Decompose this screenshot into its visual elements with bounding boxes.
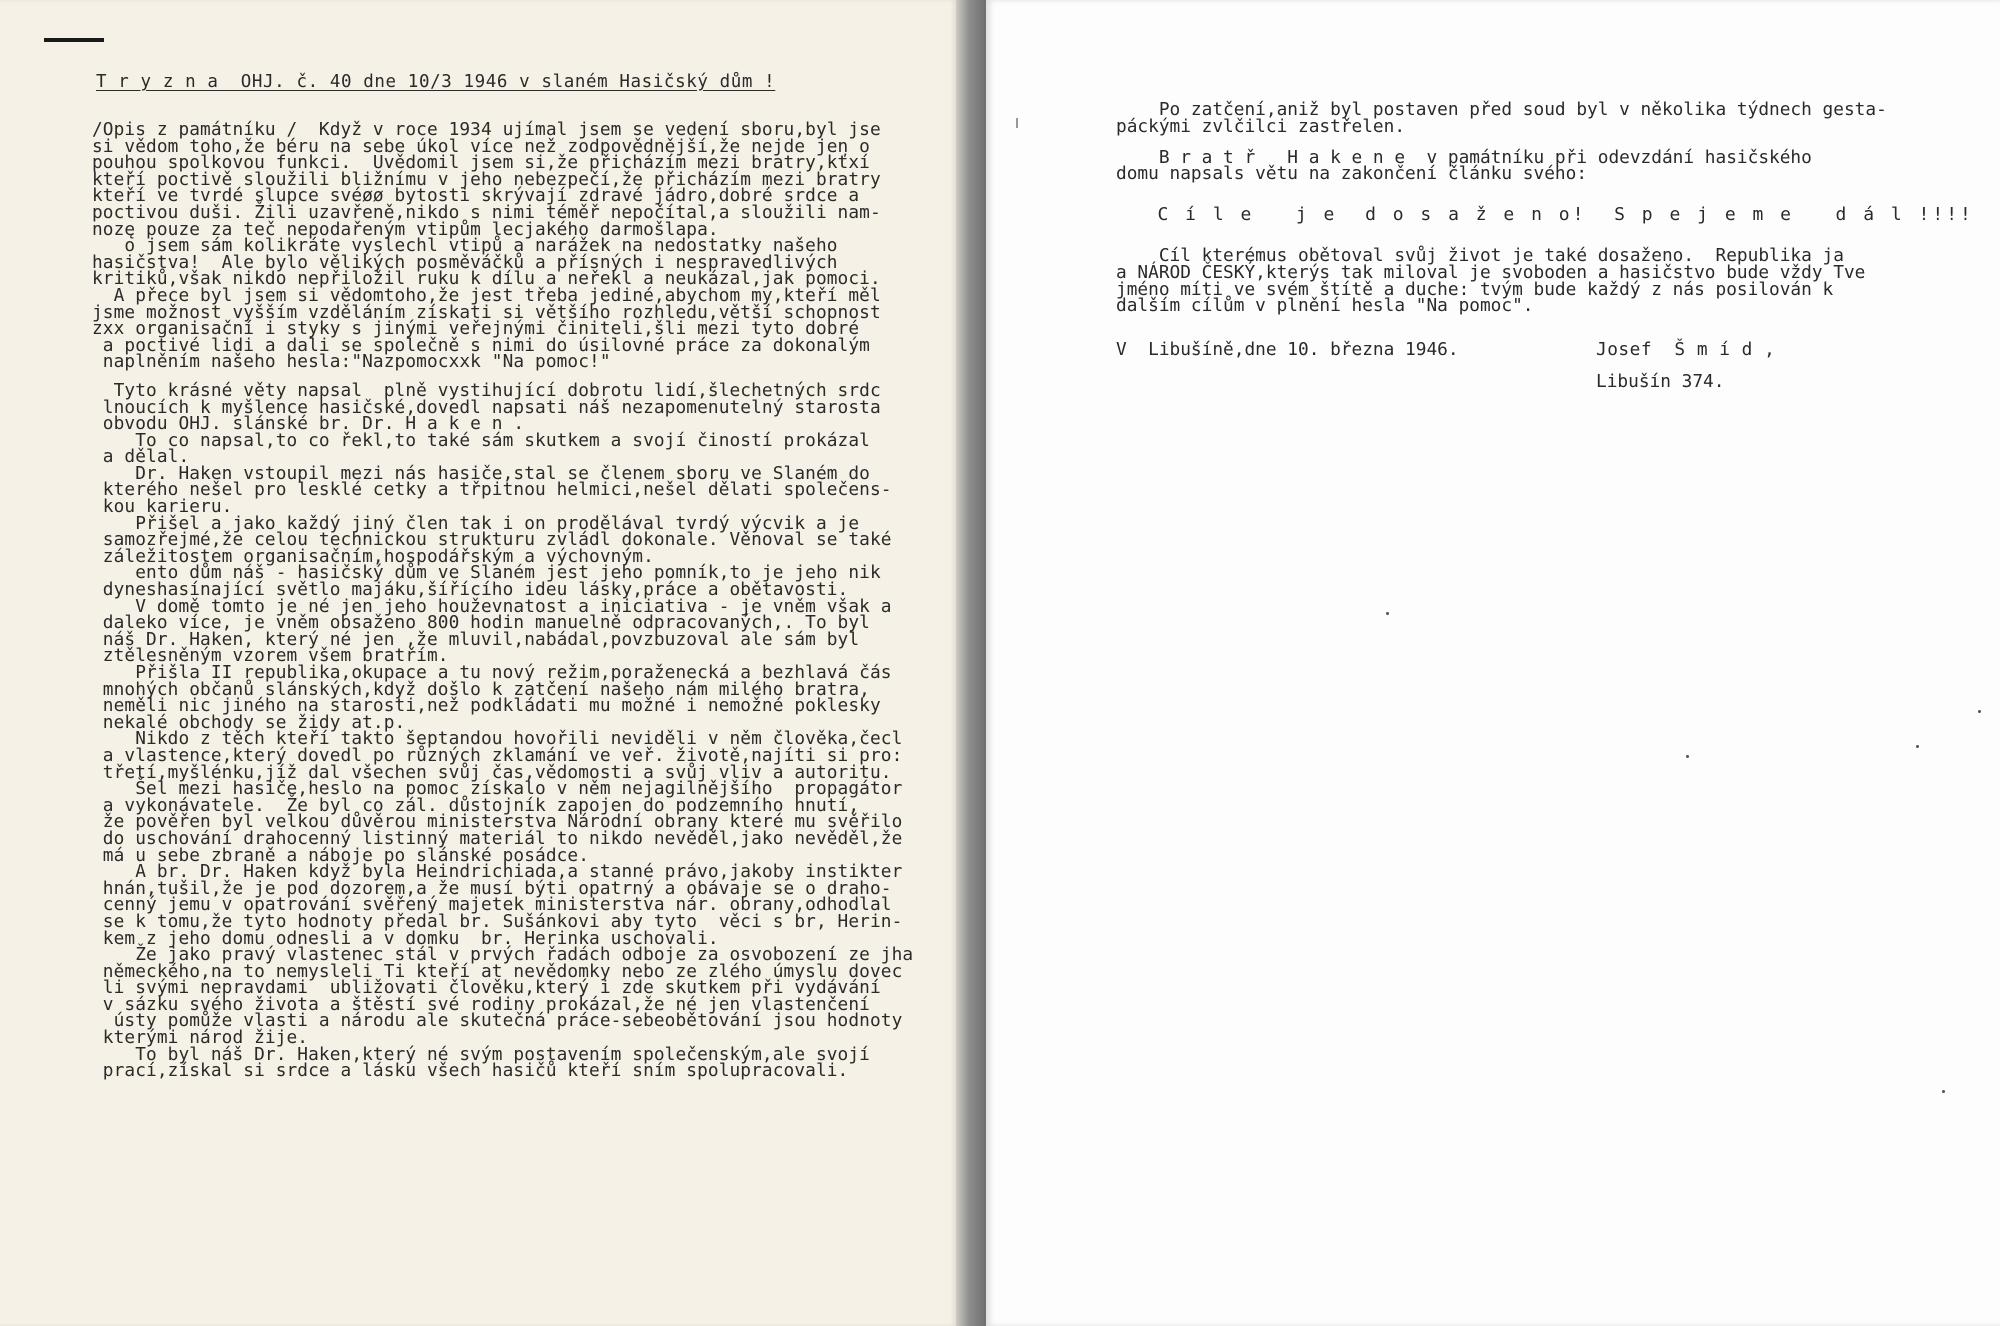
text-line: kteří ve tvrdé slupce svéøø bytosti skrývají zdravé jádro,dobré srdce a — [92, 185, 860, 207]
text-line: Přišla II republika,okupace a tu nový režim,poraženecká a bezhlavá čás — [92, 662, 892, 683]
place-date: V Libušíně,dne 10. března 1946. — [1116, 339, 1459, 361]
signature-name: Josef Š m í d , — [1596, 339, 1776, 361]
signature-block — [1116, 339, 1996, 393]
text-line: si vědom toho,že béru na sebe úkol více než zodpovědnější,že nejde jen o — [92, 135, 870, 157]
left-page — [0, 0, 956, 1326]
right-paragraph-3 — [1116, 244, 1996, 317]
text-line: nekalé obchody se židy at.p. — [92, 711, 406, 733]
text-line: hasičstva! Ale bylo vělikých posměváčků a přísných i nespravedlivých — [92, 251, 838, 273]
text-line: kou karieru. — [92, 496, 233, 518]
page-mark-dash — [44, 38, 104, 42]
text-line: že pověřen byl velkou důvěrou ministerstva Národní obrany které mu svěřilo — [92, 811, 903, 833]
text-line: /Opis z památníku / Když v roce 1934 ujímal jsem se vedení sboru,byl jse — [92, 119, 881, 140]
text-line: samozřejmé,že celou technickou strukturu zvládl dokonale. Věnoval se také — [92, 529, 892, 551]
text-line: Dr. Haken vstoupil mezi nás hasiče,stal se členem sboru ve Slaném do — [92, 462, 870, 484]
text-line: Šel mezi hasiče,heslo na pomoc získalo v něm nejagilnějšího propagátor — [92, 778, 903, 800]
text-line: Cíl kterémus obětoval svůj život je také dosaženo. Republika ja — [1116, 244, 1844, 266]
text-line: jméno míti ve svém štítě a duche: tvým bude každý z nás posilován k — [1116, 278, 1834, 300]
right-page-body — [1116, 99, 1996, 393]
text-line: Přišel a jako každý jiný člen tak i on prodělával tvrdý výcvik a je — [92, 512, 860, 534]
text-line: třetí,myšlénku,jíž dal všechen svůj čas,vědomosti a svůj vliv a autoritu. — [92, 761, 892, 783]
text-line: a NÁROD ČESKÝ,kterýs tak miloval je svoboden a hasičstvo bude vždy Tve — [1116, 261, 1866, 283]
edge-mark — [1016, 118, 1018, 128]
right-paragraph-2 — [1116, 146, 1996, 185]
text-line: pouhou spolkovou funkci. Uvědomil jsem si,že přicházím mezi bratry,kťxí — [92, 152, 870, 174]
text-line: naplněním našeho hesla:"Nazpomocxxk "Na pomoc!" — [92, 351, 611, 373]
text-line: a poctivé lidi a dali se společně s nimi do úsilovné práce za dokonalým — [92, 334, 870, 356]
page-gutter — [956, 0, 986, 1326]
text-line: nozę pouze za teč nepodařeným vtipům lecjakého darmošlapa. — [92, 218, 719, 240]
text-line: dyneshasínající světlo majáku,šířícího ideu lásky,práce a obětavosti. — [92, 579, 849, 601]
text-line: kteří poctivě sloužili bližnímu v jeho nebezpečí,že přicházím mezi bratry — [92, 168, 881, 190]
text-line: má u sebe zbraně a náboje po slánské posádce. — [92, 844, 590, 866]
text-line: do uschování drahocenný listinný materiál to nikdo nevěděl,jako nevěděl,že — [92, 827, 903, 849]
text-line: Po zatčení,aniž byl postaven před soud byl v několika týdnech gesta- — [1116, 99, 1887, 120]
text-line: a dělal. — [92, 446, 190, 468]
paper-speck — [1916, 745, 1919, 748]
left-page-body — [92, 119, 952, 1082]
text-line: a vykonávatele. Že byl co zál. důstojník zapojen do podzemního hnutí, — [92, 794, 860, 816]
signature-address: Libušín 374. — [1596, 371, 1725, 393]
text-line: V domě tomto je né jen jeho houževnatost a iniciativa - je vněm však a — [92, 595, 892, 617]
text-line: jsme možnost vyšším vzděláním získati si většího rozhledu,větší schopnost — [92, 301, 881, 323]
text-line: páckými zvlčilci zastřelen. — [1116, 115, 1406, 137]
text-line: lnoucích k myšlence hasičské,dovedl napsati náš nezapomenutelný starosta — [92, 396, 881, 418]
text-line: To byl náš Dr. Haken,který né svým postavením společenským,ale svojí — [92, 1043, 870, 1065]
text-line: To co napsal,to co řekl,to také sám skutkem a svojí čiností prokázal — [92, 429, 870, 451]
text-line: kem z jeho domu odnesli a v domku br. Herinka uschovali. — [92, 927, 719, 949]
text-line: a vlastence,který dovedl po různých zklamání ve veř. životě,najíti si pro: — [92, 744, 903, 766]
text-line: hnán,tušil,že je pod dozorem,a že musí býti opatrný a obávaje se o draho- — [92, 877, 892, 899]
text-line: Že jako pravý vlastenec stál v prvých řadách odboje za osvobození ze jha — [92, 944, 914, 966]
text-line: prací,získal si srdce a lásku všech hasičů kteří sním spolupracovali. — [92, 1060, 849, 1082]
text-line: náš Dr. Haken, který né jen ,že mluvil,nabádal,povzbuzoval ale sám byl — [92, 628, 860, 650]
text-line: Tyto krásné věty napsal plně vystihující dobrotu lidí,šlechetných srdc — [92, 379, 881, 401]
text-line: záležitostem organisačním,hospodářským a výchovným. — [92, 545, 654, 567]
text-line: A br. Dr. Haken když byla Heindrichiada,a stanné právo,jakoby instikter — [92, 861, 903, 883]
paper-speck — [1686, 755, 1689, 758]
text-line: kritiků,však nikdo nepřiložil ruku k dílu a neřekl a neukázal,jak pomoci. — [92, 268, 881, 290]
paper-speck — [1942, 1090, 1945, 1093]
text-line: německého,na to nemysleli Ti kteří at nevědomky nebo ze zlého úmyslu dovec — [92, 960, 903, 982]
text-line: domu napsals větu na zakončení článku svého: — [1116, 163, 1588, 185]
right-paragraph-1 — [1116, 99, 1996, 137]
text-line: kterými národ žije. — [92, 1027, 309, 1049]
text-line: A přece byl jsem si vědomtoho,že jest třeba jediné,abychom my,kteří měl — [92, 284, 881, 306]
text-line: li svými nepravdami ubližovati člověku,který i zde skutkem při vydávání — [92, 977, 881, 999]
paper-speck — [1978, 710, 1981, 713]
text-line: o jsem sám kolikráte vyslechl vtipů a narážek na nedostatky našeho — [92, 235, 838, 257]
text-line: daleko více, je vněm obsaženo 800 hodin manuelně odpracovaných,. To byl — [92, 612, 870, 634]
text-line: B r a t ř H a k e n e v památníku při odevzdání hasičského — [1116, 146, 1812, 168]
right-page — [986, 0, 2000, 1326]
slogan-line: C í l e j e d o s a ž e n o! S p e j e m e d á l !!!! — [1116, 204, 1974, 226]
text-line: kterého nešel pro lesklé cetky a třpitnou helmici,nešel dělati společens- — [92, 479, 892, 501]
text-line: poctivou duši. Žili uzavřeně,nikdo s nimi téměř nepočítal,a sloužili nam- — [92, 201, 881, 223]
text-line: zxx organisační i styky s jinými veřejnými činiteli,šli mezi tyto dobré — [92, 318, 860, 340]
text-line: Nikdo z těch kteří takto šeptandou hovořili neviděli v něm člověka,čecl — [92, 728, 903, 750]
text-line: obvodu OHJ. slánské br. Dr. H a k e n . — [92, 413, 525, 435]
text-line: ento dům náš - hasičský dům ve Slaném jest jeho pomník,to je jeho nik — [92, 562, 881, 584]
text-line: se k tomu,že tyto hodnoty předal br. Sušánkovi aby tyto věci s br, Herin- — [92, 910, 903, 932]
text-line: ztělesněným vzorem všem bratřím. — [92, 645, 449, 667]
text-line: neměli nic jiného na starosti,než podkládati mu možné i nemožné poklesky — [92, 695, 881, 717]
text-line: v sázku svého života a štěstí své rodiny prokázal,že né jen vlastenčení — [92, 993, 870, 1015]
paper-speck — [1386, 612, 1389, 615]
text-line: ústy pomůže vlasti a národu ale skutečná práce-sebeobětování jsou hodnoty — [92, 1010, 903, 1032]
text-line: dalším cílům v plnění hesla "Na pomoc". — [1116, 295, 1534, 317]
document-title: T r y z n a OHJ. č. 40 dne 10/3 1946 v slaném Hasičský dům ! — [96, 72, 776, 92]
text-line: mnohých občanů slánských,když došlo k zatčení našeho nám milého bratra, — [92, 678, 870, 700]
text-line: cenný jemu v opatrování svěřený majetek ministerstva nár. obrany,odhodlal — [92, 894, 892, 916]
